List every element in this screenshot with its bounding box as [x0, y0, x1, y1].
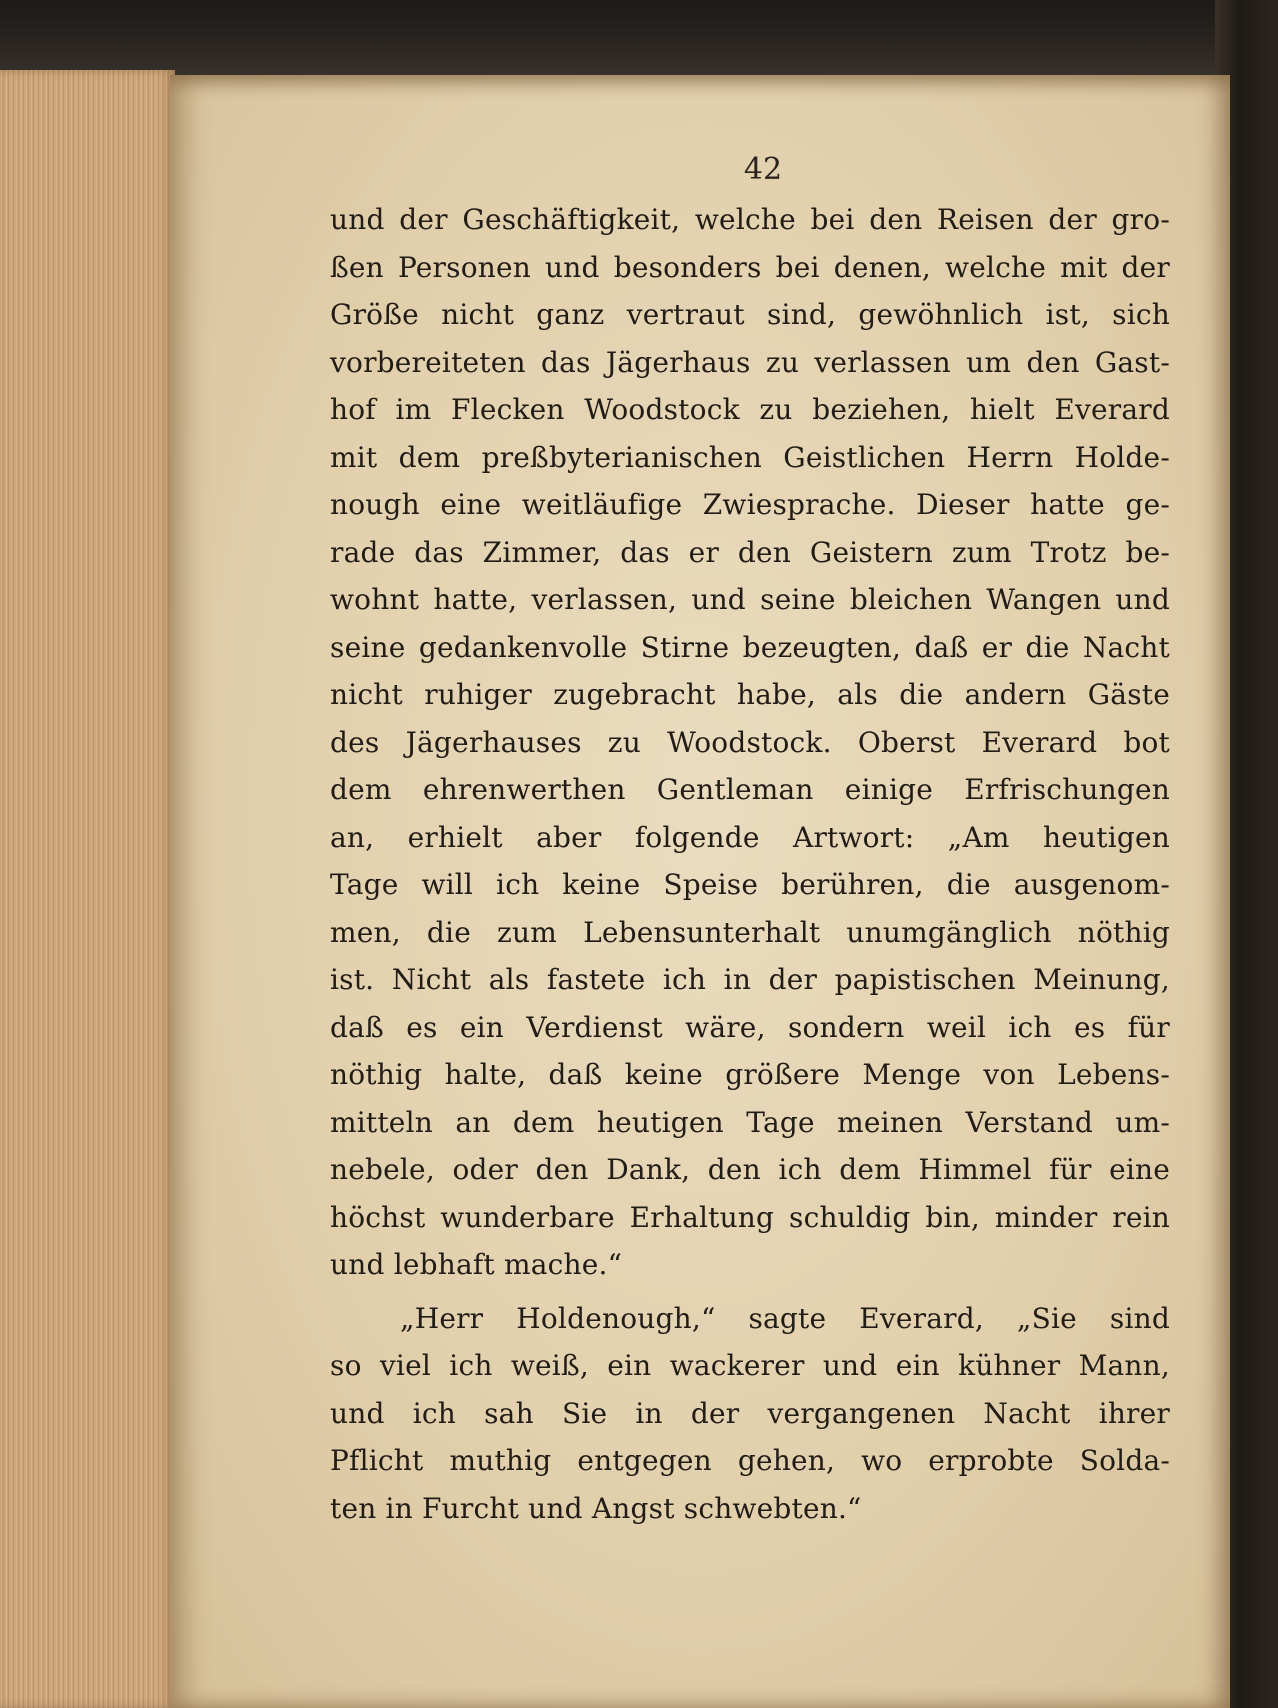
- text-line: seine gedankenvolle Stirne bezeugten, daß er die Nacht: [330, 630, 1170, 664]
- page-text: [330, 196, 1170, 1532]
- text-line: des Jägerhauses zu Woodstock. Oberst Everard bot: [330, 725, 1170, 759]
- text-line: nöthig halte, daß keine größere Menge von Lebens-: [330, 1058, 1170, 1091]
- text-line: hof im Flecken Woodstock zu beziehen, hielt Everard: [330, 393, 1170, 426]
- text-line: und lebhaft mache.“: [330, 1248, 623, 1281]
- text-line: so viel ich weiß, ein wackerer und ein kühner Mann,: [330, 1349, 1170, 1382]
- text-line: höchst wunderbare Erhaltung schuldig bin, minder rein: [330, 1200, 1170, 1234]
- paragraph-1: [330, 196, 1170, 1289]
- text-line: und ich sah Sie in der vergangenen Nacht ihrer: [330, 1396, 1170, 1430]
- text-line: Pflicht muthig entgegen gehen, wo erprobte Solda-: [330, 1444, 1170, 1477]
- text-line: Größe nicht ganz vertraut sind, gewöhnlich ist, sich: [330, 298, 1170, 331]
- text-line: ist. Nicht als fastete ich in der papistischen Meinung,: [330, 963, 1170, 996]
- text-line: nicht ruhiger zugebracht habe, als die andern Gäste: [330, 678, 1170, 711]
- text-line: daß es ein Verdienst wäre, sondern weil ich es für: [330, 1010, 1170, 1044]
- scan-background-top: [0, 0, 1278, 80]
- text-line: ßen Personen und besonders bei denen, welche mit der: [330, 250, 1170, 284]
- page-edges-left: [0, 70, 175, 1708]
- text-line: und der Geschäftigkeit, welche bei den Reisen der gro-: [330, 203, 1170, 236]
- text-line: an, erhielt aber folgende Artwort: „Am heutigen: [330, 820, 1170, 854]
- text-line: dem ehrenwerthen Gentleman einige Erfrischungen: [330, 773, 1170, 806]
- text-line: vorbereiteten das Jägerhaus zu verlassen um den Gast-: [330, 345, 1170, 379]
- text-line: mitteln an dem heutigen Tage meinen Verstand um-: [330, 1105, 1170, 1139]
- paragraph-2: [330, 1295, 1170, 1533]
- text-line: rade das Zimmer, das er den Geistern zum Trotz be-: [330, 535, 1170, 569]
- text-line: „Herr Holdenough,“ sagte Everard, „Sie sind: [400, 1301, 1170, 1335]
- text-line: ten in Furcht und Angst schwebten.“: [330, 1491, 862, 1525]
- text-line: wohnt hatte, verlassen, und seine bleichen Wangen und: [330, 583, 1170, 616]
- text-line: Tage will ich keine Speise berühren, die ausgenom-: [330, 868, 1170, 901]
- page-number: 42: [743, 152, 783, 187]
- text-line: nough eine weitläufige Zwiesprache. Dieser hatte ge-: [330, 488, 1170, 521]
- text-line: mit dem preßbyterianischen Geistlichen Herrn Holde-: [330, 440, 1170, 474]
- text-line: men, die zum Lebensunterhalt unumgänglich nöthig: [330, 915, 1170, 949]
- text-line: nebele, oder den Dank, den ich dem Himmel für eine: [330, 1153, 1170, 1186]
